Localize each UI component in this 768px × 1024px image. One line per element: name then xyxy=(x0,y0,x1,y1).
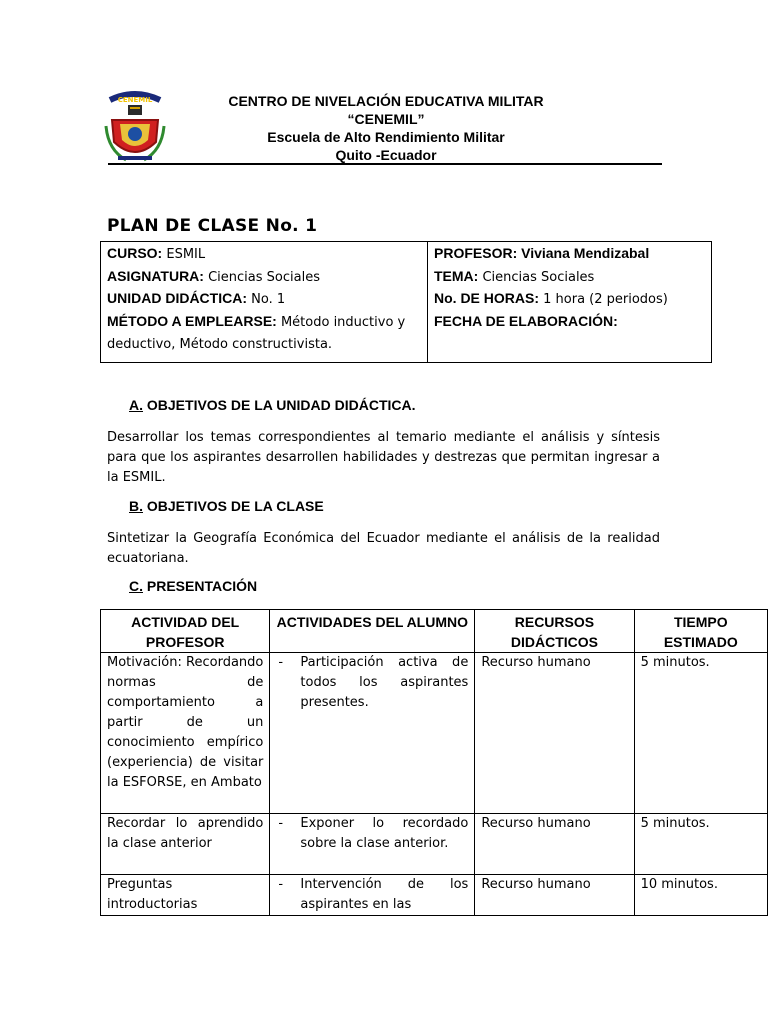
institution-header xyxy=(170,92,602,164)
info-metodo: MÉTODO A EMPLEARSE: Método inductivo y deductivo, Método constructivista. xyxy=(107,312,406,352)
info-profesor: PROFESOR: Viviana Mendizabal xyxy=(434,245,650,261)
activity-table-header xyxy=(101,610,768,653)
header-actividades-alumno: ACTIVIDADES DEL ALUMNO xyxy=(270,610,475,653)
cell-profesor: Recordar lo aprendido la clase anterior xyxy=(101,814,270,875)
header-line-1: CENTRO DE NIVELACIÓN EDUCATIVA MILITAR xyxy=(228,93,544,109)
header-line-2: “CENEMIL” xyxy=(347,111,425,127)
info-asignatura: ASIGNATURA: Ciencias Sociales xyxy=(107,267,320,285)
cell-alumno: - Participación activa de todos los aspirantes presentes. xyxy=(270,653,475,814)
cell-profesor: Motivación: Recordando normas de comportamiento a partir de un conocimiento empírico (experiencia) de visitar la ESFORSE, en Ambato xyxy=(101,653,270,814)
info-curso: CURSO: ESMIL xyxy=(107,245,206,262)
cell-tiempo: 5 minutos. xyxy=(634,653,767,814)
class-info-left-column xyxy=(101,242,428,362)
info-unidad: UNIDAD DIDÁCTICA: No. 1 xyxy=(107,290,286,307)
cell-recursos: Recurso humano xyxy=(475,875,634,916)
cell-alumno: - Exponer lo recordado sobre la clase anterior. xyxy=(270,814,475,875)
section-a-text: Desarrollar los temas correspondientes al temario mediante el análisis y síntesis para que los aspirantes desarrollen habilidades y destrezas que permitan ingresar a la ESMIL. xyxy=(107,430,660,485)
logo-lettering: CENEMIL xyxy=(117,96,153,104)
cell-recursos: Recurso humano xyxy=(475,814,634,875)
cell-profesor: Preguntas introductorias xyxy=(101,875,270,916)
header-tiempo: TIEMPO ESTIMADO xyxy=(634,610,767,653)
table-row xyxy=(101,653,768,814)
cell-tiempo: 10 minutos. xyxy=(634,875,767,916)
info-tema: TEMA: Ciencias Sociales xyxy=(434,267,595,285)
header-divider xyxy=(108,163,662,165)
class-info-table xyxy=(100,241,712,363)
table-row xyxy=(101,875,768,916)
table-row xyxy=(101,814,768,875)
info-fecha: FECHA DE ELABORACIÓN: xyxy=(434,312,618,329)
info-horas: No. DE HORAS: 1 hora (2 periodos) xyxy=(434,290,668,307)
section-c-heading: C. PRESENTACIÓN xyxy=(129,578,258,594)
header-line-3: Escuela de Alto Rendimiento Militar xyxy=(267,129,505,145)
header-actividad-profesor: ACTIVIDAD DEL PROFESOR xyxy=(101,610,270,653)
class-info-right-column xyxy=(428,242,711,362)
cell-alumno: - Intervención de los aspirantes en las xyxy=(270,875,475,916)
activity-table xyxy=(100,609,768,916)
cell-tiempo: 5 minutos. xyxy=(634,814,767,875)
header-line-4: Quito -Ecuador xyxy=(335,147,437,163)
plan-title: PLAN DE CLASE No. 1 xyxy=(107,216,318,236)
header-recursos: RECURSOS DIDÁCTICOS xyxy=(475,610,634,653)
section-b-heading: B. OBJETIVOS DE LA CLASE xyxy=(129,498,324,514)
section-b-text: Sintetizar la Geografía Económica del Ecuador mediante el análisis de la realidad ecuatoriana. xyxy=(107,531,660,566)
cenemil-logo xyxy=(104,90,166,166)
cell-recursos: Recurso humano xyxy=(475,653,634,814)
section-a-heading: A. OBJETIVOS DE LA UNIDAD DIDÁCTICA. xyxy=(129,397,416,413)
